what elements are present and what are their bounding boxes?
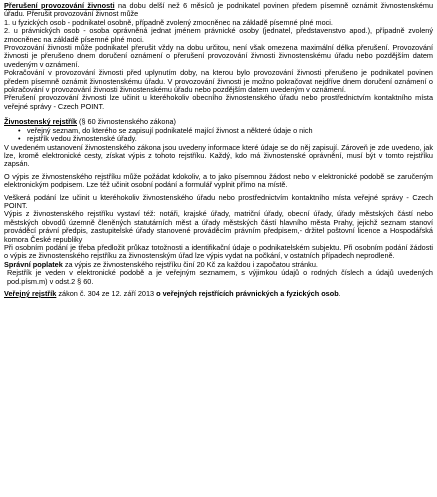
paragraph-register-contents: V uvedeném ustanovení živnostenského zákona jsou uvedeny informace které údaje se do něj zapisují. Zároveň je zde uvedeno, jak lze, kromě elektronické cesty, získat výpis z tohoto rejstříku. Každý, kdo má živnostenské oprávnění, musí být v tomto rejstříku zapsán. xyxy=(4,142,433,169)
paragraph-legal-persons: 2. u právnických osob - osoba oprávněná jednat jménem právnické osoby (jednatel, představenstvo apod.), případně zvolený zmocněnec na základě písemné plné moci. xyxy=(4,26,433,44)
register-bullet-list xyxy=(4,127,433,144)
section-heading-public-register: Veřejný rejstřík xyxy=(4,289,57,298)
list-item: • rejstřík vedou živnostenské úřady. xyxy=(27,135,433,143)
paragraph-interruption-duration: Provozování živnosti může podnikatel přerušit vždy na dobu určitou, není však omezena maximální délka přerušení. Provozování živnosti je přerušeno dnem doručení oznámení o přerušení provozování živnosti živnostenskému úřadu nebo pozdějším datem uvedeným v oznámení. xyxy=(4,43,433,69)
paragraph-extract-request: O výpis ze živnostenského rejstříku může požádat kdokoliv, a to jako písemnou žádost nebo v elektronické podobě se zaručeným elektronickým podpisem. Lze též učinit osobní podání a formulář vyplnit přímo na místě. xyxy=(4,171,433,190)
section-heading-interruption: Přerušení provozování živnosti xyxy=(4,1,115,10)
paragraph-public-register: Veřejný rejstřík zákon č. 304 ze 12. září 2013 o veřejných rejstřících právnických a fyzických osob. xyxy=(4,289,341,298)
section-heading-register: Živnostenský rejstřík (§ 60 živnostenského zákona) xyxy=(4,117,176,127)
law-title: o veřejných rejstřících právnických a fyzických osob xyxy=(156,289,339,298)
paragraph-personal-filing: Při osobním podání je třeba předložit průkaz totožnosti a identifikační údaje o podnikatelském subjektu. Při osobním podání žádosti o výpis ze živnostenského rejstříku za živnostenským úřad lze výpis vydat na počkání, v ostatních případech neprodleně. xyxy=(4,242,433,261)
paragraph-fee: Správní poplatek za výpis ze živnostenského rejstříku činí 20 Kč za každou i započatou stránku. xyxy=(4,259,318,269)
paragraph-where-to-file: Přerušení provozování živnosti lze učinit u kteréhokoliv obecního živnostenského úřadu nebo prostřednictvím kontaktního místa veřejné správy - Czech POINT. xyxy=(4,93,433,111)
paragraph-interruption-intro: Přerušení provozování živnosti na dobu delší než 6 měsíců je podnikatel povinen předem písemně oznámit živnostenskému úřadu. Přerušit provozování živnost může xyxy=(4,1,434,19)
paragraph-continuation: Pokračování v provozování živnosti před uplynutím doby, na kterou bylo provozování živnosti přerušeno je podnikatel povinen předem písemně oznámit živnostenskému úřadu. V provozování živnosti je možno pokračovat nejdříve dnem doručení oznámení o pokračování v provozování živnosti živnostenskému úřadu nebo pozdějším datem uvedeným v oznámení. xyxy=(4,68,433,95)
list-item: • veřejný seznam, do kterého se zapisují podnikatelé mající živnost a některé údaje o nich xyxy=(27,127,433,135)
paragraph-extract-issuers: Výpis z živnostenského rejstříku vystaví též: notáři, krajské úřady, matriční úřady, obecní úřady, úřady městských částí nebo městských obvodů územně členěných statutárních měst a úřady městských částí hlavního města Prahy, jejichž seznam stanoví prováděcí právní předpis, zastupitelské úřady stanovené prováděcím právním předpisem,- držitel poštovní licence a Hospodářská komora České republiky xyxy=(4,209,433,244)
paragraph-filing-places: Veškerá podání lze učinit u kteréhokoliv živnostenského úřadu nebo prostřednictvím kontaktního místa veřejné správy - Czech POINT. xyxy=(4,192,433,210)
paragraph-natural-persons: 1. u fyzických osob - podnikatel osobně, případně zvolený zmocněnec na základě písemné plné moci. xyxy=(4,17,333,27)
paragraph-electronic-register: Rejstřík je veden v elektronické podobě a je veřejným seznamem, s výjimkou údajů o rodných číslech a údajů uvedených pod.písm.m) v odst.2 § 60. xyxy=(7,268,433,286)
fee-label: Správní poplatek xyxy=(4,259,63,269)
